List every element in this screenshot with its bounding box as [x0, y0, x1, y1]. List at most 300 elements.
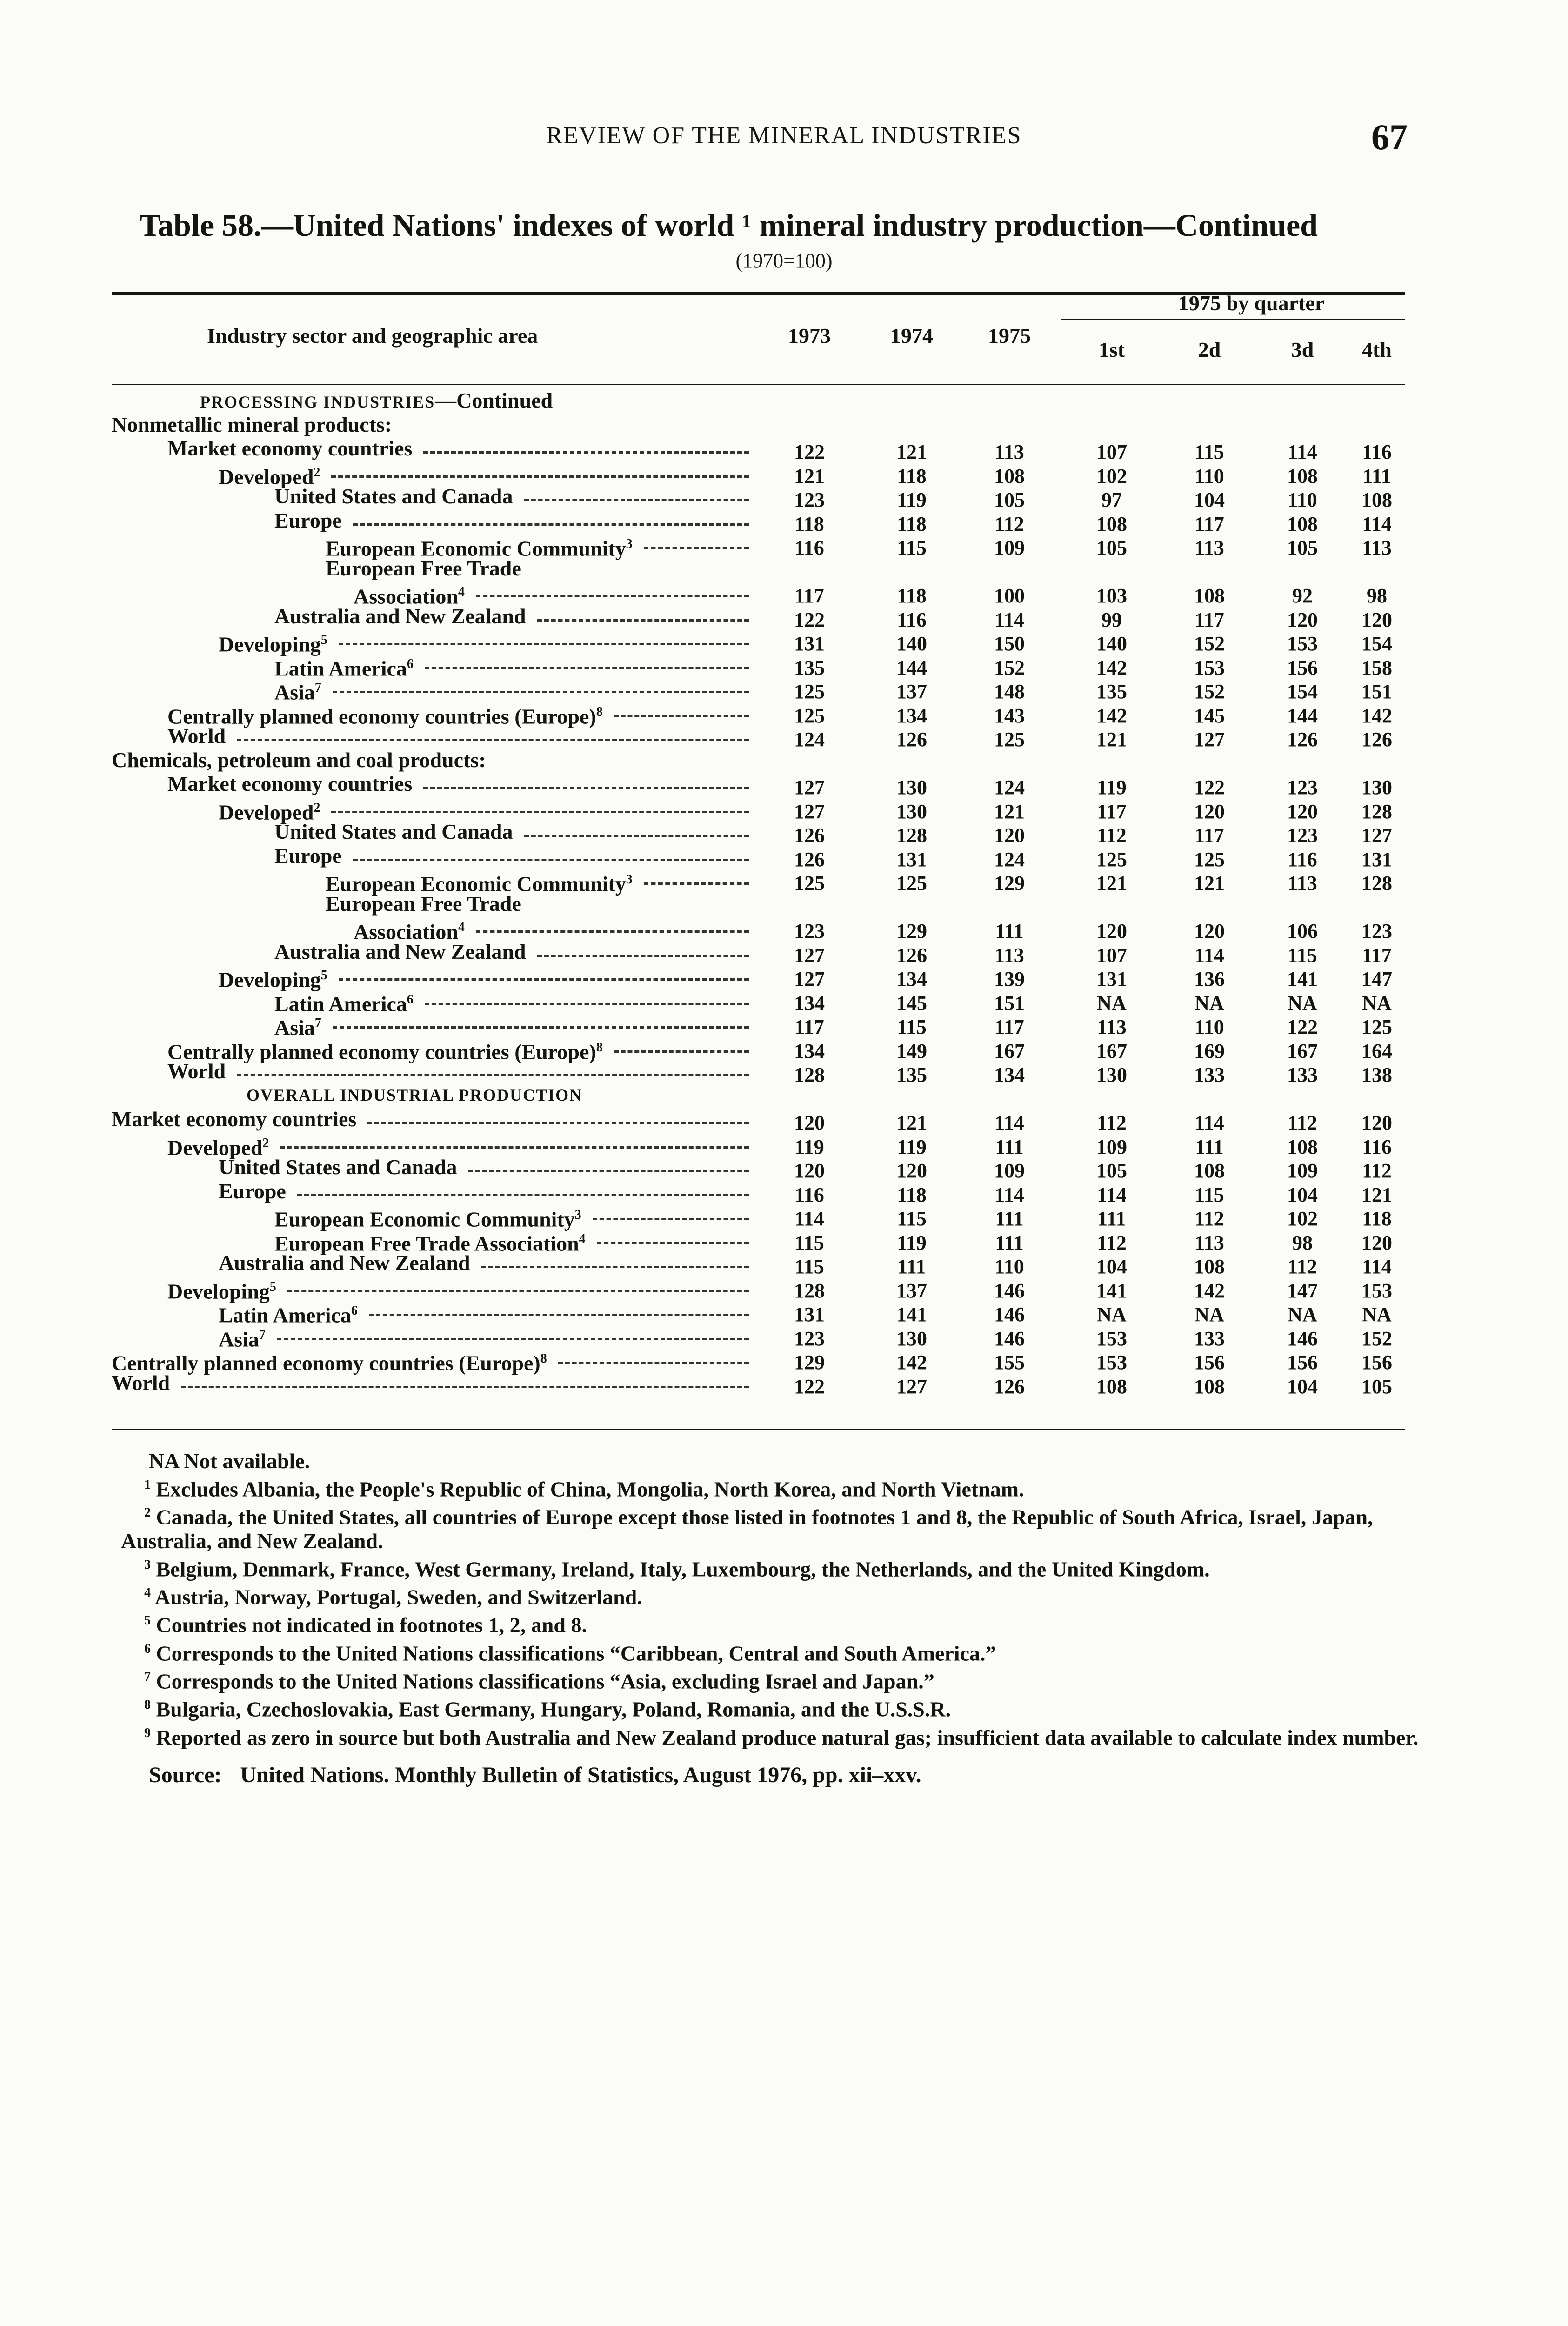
row-label-text: Chemicals, petroleum and coal products: — [112, 748, 486, 772]
table-cell: 125 — [896, 872, 927, 895]
table-cell: 105 — [1096, 536, 1127, 559]
table-cell: 134 — [794, 1039, 825, 1063]
row-label — [112, 1107, 356, 1131]
row-label-text: World — [112, 1370, 170, 1395]
row-label-text: Centrally planned economy countries (Europe) — [167, 704, 596, 728]
table-cell: 112 — [1288, 1255, 1317, 1278]
table-row — [0, 676, 1568, 704]
row-label-text: Australia and New Zealand — [274, 939, 526, 963]
row-label — [274, 508, 342, 532]
table-row — [0, 1131, 1568, 1159]
column-header-1975: 1975 — [988, 324, 1031, 348]
table-cell: 139 — [994, 968, 1025, 990]
table-cell: 130 — [896, 1327, 927, 1350]
table-row — [0, 724, 1568, 751]
row-label-text: European Economic Community — [326, 536, 626, 561]
table-cell: 141 — [1287, 968, 1318, 990]
row-label-text: European Economic Community — [274, 1207, 575, 1231]
row-label — [326, 556, 521, 580]
table-cell: 125 — [1194, 848, 1225, 871]
table-cell: 113 — [1194, 1231, 1224, 1254]
footnote-marker: 6 — [144, 1641, 151, 1656]
table-cell: 123 — [1287, 824, 1318, 847]
footnote-marker: 7 — [314, 681, 321, 695]
table-cell: 153 — [1287, 632, 1318, 655]
row-label-text: Developing — [219, 632, 321, 656]
row-label-text: European Economic Community — [326, 872, 626, 896]
row-label — [167, 772, 412, 795]
dot-leader — [423, 451, 749, 454]
table-cell: NA — [1362, 1303, 1392, 1326]
table-row — [0, 628, 1568, 656]
row-label-text: Market economy countries — [167, 436, 413, 460]
footnote-text: Canada, the United States, all countries of Europe except those listed in footnotes 1 and 8, the Republic of South Africa, Israel, Japan, Australia, and New Zealand. — [121, 1505, 1373, 1553]
table-cell: 125 — [994, 728, 1025, 751]
row-label — [274, 484, 513, 508]
table-cell: 126 — [794, 824, 825, 847]
table-cell: 155 — [994, 1351, 1025, 1374]
table-cell: 131 — [896, 848, 927, 871]
table-cell: 122 — [1287, 1016, 1318, 1038]
table-cell: 115 — [794, 1231, 824, 1254]
table-row — [0, 820, 1568, 847]
table-cell: 133 — [1287, 1063, 1318, 1086]
footnote-text: Bulgaria, Czechoslovakia, East Germany, Hungary, Poland, Romania, and the U.S.S.R. — [156, 1697, 951, 1721]
source-line — [121, 1762, 1433, 1788]
table-cell: 156 — [1194, 1351, 1225, 1374]
table-cell: 134 — [994, 1063, 1025, 1086]
table-cell: NA — [1288, 1303, 1317, 1326]
dot-leader — [644, 882, 749, 885]
footnote-marker: 3 — [626, 872, 633, 887]
table-cell: 110 — [1194, 1016, 1224, 1038]
table-cell: 167 — [1096, 1039, 1127, 1063]
table-cell: 125 — [1361, 1016, 1392, 1038]
column-header-q2: 2d — [1198, 338, 1221, 361]
table-cell: 116 — [794, 536, 824, 559]
footnotes — [121, 1449, 1433, 1788]
table-subtitle: (1970=100) — [735, 249, 833, 272]
table-cell: 117 — [794, 1016, 824, 1038]
dot-leader — [353, 523, 749, 526]
table-cell: 120 — [1194, 920, 1225, 942]
table-row — [0, 652, 1568, 680]
table-cell: 102 — [1287, 1207, 1318, 1230]
footnote — [121, 1665, 1433, 1693]
table-cell: 144 — [1287, 704, 1318, 727]
table-cell: 124 — [794, 728, 825, 751]
table-row — [0, 532, 1568, 561]
table-cell: 111 — [1195, 1135, 1224, 1158]
row-label-text: United States and Canada — [274, 820, 513, 843]
row-label — [112, 748, 486, 772]
table-cell: 125 — [794, 680, 825, 703]
table-cell: 120 — [1287, 608, 1318, 631]
dot-leader — [280, 1146, 749, 1149]
dot-leader — [423, 787, 749, 789]
table-cell: 118 — [794, 512, 824, 535]
table-cell: 153 — [1361, 1279, 1392, 1302]
row-label — [274, 820, 513, 843]
column-header-q1: 1st — [1098, 338, 1125, 361]
table-cell: 116 — [1362, 441, 1392, 463]
table-cell: NA — [1097, 991, 1127, 1015]
dot-leader — [367, 1122, 749, 1124]
footnote-marker: 8 — [596, 1040, 603, 1055]
dot-leader — [614, 1050, 749, 1053]
dot-leader — [369, 1314, 749, 1316]
table-cell: 103 — [1096, 584, 1127, 607]
table-cell: 112 — [1288, 1111, 1317, 1134]
table-cell: 151 — [1361, 680, 1392, 703]
table-cell: 118 — [897, 1183, 927, 1206]
table-cell: 108 — [1287, 512, 1318, 535]
footnote-text: Countries not indicated in footnotes 1, 2, and 8. — [156, 1613, 587, 1637]
table-cell: 142 — [1096, 704, 1127, 727]
table-cell: 146 — [1287, 1327, 1318, 1350]
table-row — [0, 868, 1568, 896]
table-cell: 141 — [896, 1303, 927, 1326]
dot-leader — [333, 691, 749, 693]
table-cell: 127 — [1361, 824, 1392, 847]
table-cell: 133 — [1194, 1063, 1225, 1086]
table-cell: 124 — [994, 776, 1025, 799]
table-cell: 146 — [994, 1327, 1025, 1350]
footnote-marker: 7 — [144, 1669, 151, 1684]
table-row — [0, 604, 1568, 631]
table-cell: 152 — [1194, 680, 1225, 703]
table-cell: 158 — [1361, 656, 1392, 679]
table-cell: 112 — [994, 512, 1024, 535]
column-header-label: Industry sector and geographic area — [207, 324, 538, 348]
dot-leader — [353, 859, 749, 861]
table-cell: 134 — [896, 704, 927, 727]
dot-leader — [237, 739, 749, 741]
table-row — [0, 1011, 1568, 1040]
table-cell: 129 — [794, 1351, 825, 1374]
footnote-marker: 4 — [144, 1585, 151, 1600]
table-cell: NA — [1194, 991, 1224, 1015]
footnote — [121, 1473, 1433, 1501]
row-label — [200, 388, 553, 414]
table-cell: 109 — [994, 536, 1025, 559]
table-cell: 115 — [897, 1016, 927, 1038]
table-cell: 137 — [896, 1279, 927, 1302]
header-bottom-rule — [112, 384, 1405, 385]
table-row — [0, 1179, 1568, 1206]
table-cell: 104 — [1096, 1255, 1127, 1278]
table-cell: 130 — [1096, 1063, 1127, 1086]
table-cell: 129 — [896, 920, 927, 942]
row-label-text: Asia — [219, 1327, 259, 1351]
table-cell: 153 — [1096, 1351, 1127, 1374]
footnote-marker: 9 — [144, 1725, 151, 1740]
table-cell: 135 — [1096, 680, 1127, 703]
column-group-quarter: 1975 by quarter — [1178, 291, 1325, 315]
table-cell: 113 — [1362, 536, 1392, 559]
table-cell: 105 — [1287, 536, 1318, 559]
table-cell: 105 — [994, 488, 1025, 511]
table-cell: NA — [1097, 1303, 1127, 1326]
table-cell: 126 — [896, 728, 927, 751]
table-cell: 169 — [1194, 1039, 1225, 1063]
table-cell: 119 — [897, 1231, 927, 1254]
running-title: REVIEW OF THE MINERAL INDUSTRIES — [546, 122, 1022, 149]
table-cell: 125 — [794, 704, 825, 727]
footnote — [121, 1501, 1433, 1552]
table-cell: 102 — [1096, 464, 1127, 488]
table-cell: 153 — [1096, 1327, 1127, 1350]
row-label-text: European Free Trade — [326, 891, 521, 916]
footnote-marker: 6 — [351, 1303, 358, 1318]
table-row — [0, 988, 1568, 1016]
table-cell: 120 — [896, 1159, 927, 1182]
row-label-text: Europe — [274, 843, 342, 868]
table-cell: 156 — [1287, 1351, 1318, 1374]
table-cell: 130 — [1361, 776, 1392, 799]
table-cell: 117 — [1097, 800, 1127, 823]
table-row — [0, 1275, 1568, 1303]
table-cell: 114 — [1288, 441, 1317, 463]
table-cell: 154 — [1361, 632, 1392, 655]
row-label-text: Latin America — [274, 656, 407, 680]
table-cell: 145 — [896, 991, 927, 1015]
table-cell: 142 — [896, 1351, 927, 1374]
footnote-marker: 2 — [314, 465, 320, 480]
row-label-text: European Free Trade — [326, 556, 521, 580]
row-label — [167, 1059, 226, 1083]
table-cell: 128 — [794, 1279, 825, 1302]
section-heading — [0, 1083, 1568, 1108]
table-cell: 121 — [1361, 1183, 1392, 1206]
table-cell: 114 — [1362, 1255, 1392, 1278]
table-cell: 117 — [1194, 608, 1224, 631]
table-cell: 150 — [994, 632, 1025, 655]
source-label: Source: — [149, 1762, 222, 1787]
footnote-marker: 2 — [144, 1505, 151, 1520]
group-heading — [0, 892, 1568, 916]
table-cell: 112 — [1097, 824, 1127, 847]
table-cell: 115 — [1194, 1183, 1224, 1206]
table-cell: 105 — [1096, 1159, 1127, 1182]
table-cell: 115 — [897, 1207, 927, 1230]
table-cell: 130 — [896, 776, 927, 799]
table-cell: 164 — [1361, 1039, 1392, 1063]
table-cell: 107 — [1096, 441, 1127, 463]
dot-leader — [287, 1290, 749, 1292]
table-row — [0, 1203, 1568, 1231]
table-cell: 116 — [1362, 1135, 1392, 1158]
section-heading — [0, 388, 1568, 413]
table-cell: 167 — [1287, 1039, 1318, 1063]
table-cell: 111 — [995, 1231, 1024, 1254]
table-cell: 148 — [994, 680, 1025, 703]
dot-leader — [297, 1194, 749, 1196]
table-cell: NA — [1362, 991, 1392, 1015]
row-label — [274, 844, 342, 868]
table-cell: 123 — [794, 1327, 825, 1350]
table-cell: 104 — [1287, 1183, 1318, 1206]
table-row — [0, 963, 1568, 992]
row-label-text: Association — [354, 920, 458, 944]
table-cell: 124 — [994, 848, 1025, 871]
table-cell: 128 — [896, 824, 927, 847]
table-cell: 116 — [794, 1183, 824, 1206]
table-cell: 110 — [994, 1255, 1024, 1278]
dot-leader — [644, 547, 749, 549]
table-cell: 117 — [1362, 943, 1392, 967]
dot-leader — [339, 978, 749, 981]
table-cell: 104 — [1194, 488, 1225, 511]
row-label — [167, 436, 412, 460]
footnote-text: Reported as zero in source but both Australia and New Zealand produce natural gas; insufficient data available to calculate index number. — [156, 1725, 1419, 1749]
table-cell: 120 — [994, 824, 1025, 847]
dot-leader — [558, 1362, 749, 1364]
table-cell: 127 — [896, 1375, 927, 1398]
footnote — [121, 1609, 1433, 1637]
dot-leader — [537, 619, 749, 622]
footnote-marker: 5 — [144, 1613, 151, 1628]
table-row — [0, 1299, 1568, 1327]
table-cell: 109 — [994, 1159, 1025, 1182]
row-label-text: Centrally planned economy countries (Europe) — [112, 1351, 540, 1375]
table-cell: 118 — [897, 512, 927, 535]
table-cell: 108 — [1194, 1255, 1225, 1278]
table-cell: 167 — [994, 1039, 1025, 1063]
table-cell: 105 — [1361, 1375, 1392, 1398]
table-cell: 109 — [1287, 1159, 1318, 1182]
table-cell: 121 — [794, 464, 825, 488]
table-cell: 118 — [897, 464, 927, 488]
table-cell: 120 — [1361, 1231, 1392, 1254]
table-cell: 111 — [995, 1135, 1024, 1158]
table-cell: 126 — [794, 848, 825, 871]
table-cell: NA — [1194, 1303, 1224, 1326]
row-label-text: Developing — [219, 968, 321, 992]
table-cell: 127 — [794, 968, 825, 990]
table-cell: 113 — [1288, 872, 1317, 895]
table-cell: 127 — [794, 943, 825, 967]
table-cell: 118 — [897, 584, 927, 607]
table-row — [0, 484, 1568, 511]
table-cell: 113 — [1097, 1016, 1127, 1038]
table-cell: 140 — [1096, 632, 1127, 655]
table-cell: 119 — [897, 1135, 927, 1158]
table-cell: 131 — [794, 632, 825, 655]
row-label — [274, 604, 526, 628]
table-row — [0, 1036, 1568, 1063]
row-label — [326, 892, 521, 916]
table-cell: 131 — [1096, 968, 1127, 990]
table-cell: 100 — [994, 584, 1025, 607]
footnote-marker: 2 — [262, 1136, 269, 1150]
table-cell: 136 — [1194, 968, 1225, 990]
table-cell: 144 — [896, 656, 927, 679]
table-cell: 114 — [1097, 1183, 1127, 1206]
row-label-text: Developed — [167, 1135, 263, 1159]
row-label-text: United States and Canada — [274, 484, 513, 508]
footnote-text: Excludes Albania, the People's Republic of China, Mongolia, North Korea, and North Vietnam. — [156, 1477, 1024, 1501]
table-cell: 106 — [1287, 920, 1318, 942]
row-label-text: Centrally planned economy countries (Europe) — [167, 1039, 596, 1063]
footnote-text: Corresponds to the United Nations classifications “Caribbean, Central and South America.” — [156, 1641, 996, 1665]
table-row — [0, 1227, 1568, 1255]
dot-leader — [597, 1242, 749, 1244]
dot-leader — [524, 499, 749, 501]
table-row — [0, 796, 1568, 824]
table-cell: 121 — [896, 1111, 927, 1134]
table-cell: 111 — [995, 1207, 1024, 1230]
row-label-text: OVERALL INDUSTRIAL PRODUCTION — [247, 1085, 583, 1104]
footnote-marker: 7 — [314, 1016, 321, 1030]
footnote-marker: 3 — [574, 1208, 581, 1222]
table-cell: 110 — [1288, 488, 1317, 511]
row-label-text: Developed — [219, 800, 314, 824]
dot-leader — [237, 1074, 749, 1076]
row-label-text: Nonmetallic mineral products: — [112, 412, 392, 436]
table-cell: 114 — [794, 1207, 824, 1230]
table-row — [0, 508, 1568, 533]
dot-leader — [476, 595, 749, 597]
table-cell: 117 — [1194, 824, 1224, 847]
table-row — [0, 1059, 1568, 1086]
footnote-marker: 1 — [144, 1477, 151, 1492]
column-header-q3: 3d — [1291, 338, 1314, 361]
table-cell: 123 — [1361, 920, 1392, 942]
table-cell: 113 — [994, 441, 1024, 463]
row-label-text: Asia — [274, 1016, 315, 1040]
table-cell: 122 — [794, 441, 825, 463]
row-label — [219, 1155, 457, 1179]
footnote-marker: 6 — [407, 992, 414, 1007]
table-cell: 114 — [994, 1111, 1024, 1134]
table-cell: 126 — [1361, 728, 1392, 751]
table-cell: 114 — [1194, 943, 1224, 967]
row-label-text: Association — [354, 584, 458, 608]
footnote-marker: 5 — [320, 968, 327, 983]
table-cell: NA — [1288, 991, 1317, 1015]
footnote-marker: 3 — [144, 1557, 151, 1572]
table-cell: 120 — [1194, 800, 1225, 823]
dot-leader — [593, 1218, 749, 1220]
table-cell: 128 — [1361, 800, 1392, 823]
table-cell: 115 — [1288, 943, 1317, 967]
footnote-text: Austria, Norway, Portugal, Sweden, and Switzerland. — [154, 1585, 642, 1609]
page-number: 67 — [1371, 117, 1408, 157]
table-cell: 147 — [1287, 1279, 1318, 1302]
table-cell: 111 — [995, 920, 1024, 942]
table-cell: 141 — [1096, 1279, 1127, 1302]
table-cell: 118 — [1362, 1207, 1392, 1230]
footnote-marker: 8 — [540, 1351, 547, 1366]
table-cell: 149 — [896, 1039, 927, 1063]
row-label-text: United States and Canada — [219, 1155, 457, 1179]
table-cell: 137 — [896, 680, 927, 703]
table-cell: 142 — [1361, 704, 1392, 727]
table-cell: 127 — [794, 776, 825, 799]
table-row — [0, 939, 1568, 967]
row-label-text: Latin America — [219, 1303, 351, 1327]
row-label-text: Market economy countries — [167, 772, 413, 795]
row-label-text: Australia and New Zealand — [274, 604, 526, 628]
table-cell: 117 — [1194, 512, 1224, 535]
table-cell: 142 — [1096, 656, 1127, 679]
dot-leader — [181, 1386, 749, 1388]
table-cell: 152 — [994, 656, 1025, 679]
dot-leader — [425, 1003, 749, 1005]
footnote-marker: 8 — [596, 704, 603, 719]
table-row — [0, 461, 1568, 488]
